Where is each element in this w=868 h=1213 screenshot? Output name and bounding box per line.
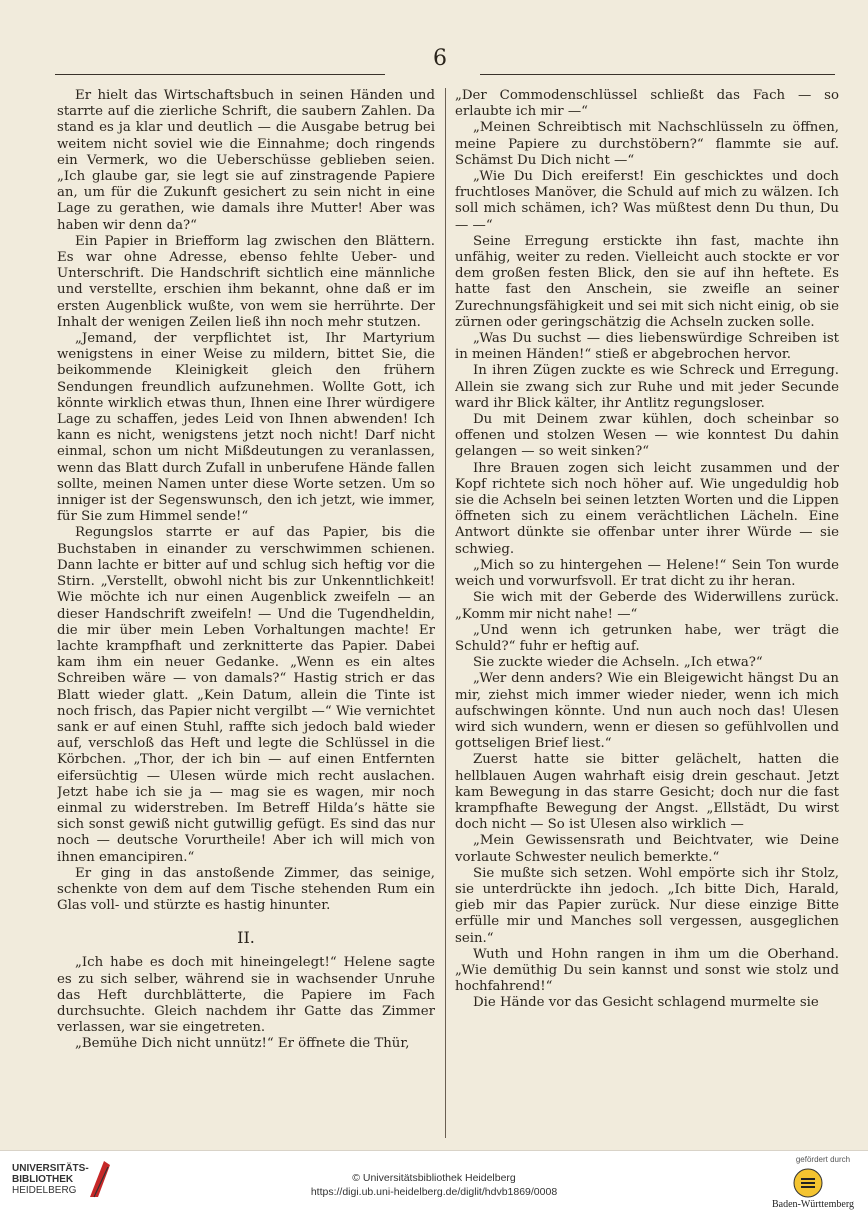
paragraph: Ihre Brauen zogen sich leicht zusammen und der Kopf richtete sich noch höher auf. Wie ungeduldig hob sie die Achseln bei seinen letzten Worten und die Lippen öffneten sich zu einem verächtlichen Lächeln. Eine Antwort dünkte sie offenbar unter ihrer Würde — sie schwieg. <box>455 460 839 557</box>
paragraph: Sie mußte sich setzen. Wohl empörte sich ihr Stolz, sie unterdrückte ihn jedoch. „Ich bitte Dich, Harald, gieb mir das Papier zurück. Nur diese einzige Bitte erfülle mir und Manches soll vergessen, ausgeglichen sein.“ <box>455 865 839 946</box>
permalink-url[interactable]: https://digi.ub.uni-heidelberg.de/diglit/hdvb1869/0008 <box>310 1186 558 1198</box>
paragraph: Du mit Deinem zwar kühlen, doch scheinbar so offenen und stolzen Wesen — wie konntest Du dahin gelangen — so weit sinken?“ <box>455 412 839 460</box>
paragraph: Regungslos starrte er auf das Papier, bis die Buchstaben in einander zu verschwimmen schienen. Dann lachte er bitter auf und schlug sich heftig vor die Stirn. „Verstellt, obwohl nicht bis zur Unkenntlichkeit! Wie möchte ich nur einen Augenblick zweifeln — an dieser Handschrift zweifeln! — Und die Tugendheldin, die mir über mein Leben Vorhaltungen machte! Er lachte krampfhaft und zerknitterte das Papier. Dabei kam ihm ein neuer Gedanke. „Wenn es ein altes Schreiben wäre — von damals?“ Hastig strich er das Blatt wieder glatt. „Kein Datum, allein die Tinte ist noch frisch, das Papier nicht vergilbt —“ Wie vernichtet sank er auf einen Stuhl, raffte sich jedoch bald wieder auf, verschloß das Heft und legte die Schlüssel in die Körbchen. „Thor, der ich bin — auf einen Entfernten eifersüchtig — Ulesen würde mich recht auslachen. Jetzt habe ich sie ja — mag sie es wagen, mir noch einmal zu widerstreben. Im Betreff Hilda’s hätte sie sich sonst gewiß nicht gutwillig gefügt. Es sind das nur noch — deutsche Vorurtheile! Aber ich will mich von ihnen emancipiren.“ <box>57 525 435 865</box>
paragraph: „Wie Du Dich ereiferst! Ein geschicktes und doch fruchtloses Manöver, die Schuld auf mich zu wälzen. Ich soll mich schämen, ich? Was müßtest denn Du thun, Du — —“ <box>455 169 839 233</box>
paragraph: Ein Papier in Briefform lag zwischen den Blättern. Es war ohne Adresse, ebenso fehlte Ueber- und Unterschrift. Die Handschrift sichtlich eine männliche und verstellte, erschien ihm bekannt, ohne daß er im ersten Augenblick wußte, von wem sie herrührte. Der Inhalt der wenigen Zeilen ließ ihn noch mehr stutzen. <box>57 233 435 330</box>
paragraph: „Wer denn anders? Wie ein Bleigewicht hängst Du an mir, ziehst mich immer wieder nieder, wenn ich mich aufschwingen könnte. Und nun auch noch das! Ulesen wird sich wundern, wenn er diesen so gefühlvollen und gottseligen Brief liest.“ <box>455 671 839 752</box>
baden-wuerttemberg-crest-icon <box>792 1167 824 1199</box>
section-heading: II. <box>237 928 255 948</box>
right-text-column <box>455 88 839 1143</box>
library-logo[interactable] <box>12 1163 89 1196</box>
left-text-column <box>57 88 435 1143</box>
header-rule-left <box>55 74 385 75</box>
library-emblem-icon <box>86 1157 114 1201</box>
paragraph: Die Hände vor das Gesicht schlagend murmelte sie <box>473 995 819 1011</box>
paragraph: „Bemühe Dich nicht unnütz!“ Er öffnete die Thür, <box>75 1036 410 1052</box>
paragraph: „Was Du suchst — dies liebenswürdige Schreiben ist in meinen Händen!“ stieß er abgebrochen hervor. <box>455 331 839 363</box>
copyright-text: © Universitätsbibliothek Heidelberg <box>352 1172 516 1184</box>
paragraph: „Der Commodenschlüssel schließt das Fach — so erlaubte ich mir —“ <box>455 88 839 120</box>
paragraph: Er ging in das anstoßende Zimmer, das seinige, schenkte von dem auf dem Tische stehenden Rum ein Glas voll- und stürzte es hastig hinunter. <box>57 865 435 914</box>
paragraph: „Mich so zu hintergehen — Helene!“ Sein Ton wurde weich und vorwurfsvoll. Er trat dicht zu ihr heran. <box>455 557 839 590</box>
copyright-notice <box>250 1171 618 1199</box>
page-number: 6 <box>433 46 447 71</box>
paragraph: „Meinen Schreibtisch mit Nachschlüsseln zu öffnen, meine Papiere zu durchstöbern?“ flammte sie auf. Schämst Du Dich nicht —“ <box>455 120 839 168</box>
column-separator <box>445 88 446 1138</box>
library-name-line2: BIBLIOTHEK <box>12 1174 74 1185</box>
paragraph: Sie wich mit der Geberde des Widerwillens zurück. „Komm mir nicht nahe! —“ <box>455 590 839 622</box>
paragraph: „Mein Gewissensrath und Beichtvater, wie Deine vorlaute Schwester neulich bemerkte.“ <box>455 833 839 865</box>
paragraph: Sie zuckte wieder die Achseln. „Ich etwa?“ <box>473 655 763 671</box>
paragraph: „Jemand, der verpflichtet ist, Ihr Martyrium wenigstens in einer Weise zu mildern, bittet Sie, die beikommende Kleinigkeit gleich den frühern Sendungen freundlich aufzunehmen. Wollte Gott, ich könnte wirklich etwas thun, Ihnen eine Ihrer würdigere Lage zu schaffen, jedes Leid von Ihnen abwenden! Ich kann es nicht, wenigstens jetzt noch nicht! Darf nicht einmal, schon um nicht Mißdeutungen zu veranlassen, wenn das Blatt durch Zufall in unberufene Hände fallen sollte, meinen Namen unter diese Worte setzen. Um so inniger ist der Segenswunsch, den ich jetzt, wie immer, für Sie zum Himmel sende!“ <box>57 331 435 525</box>
header-rule-right <box>480 74 835 75</box>
paragraph: Zuerst hatte sie bitter gelächelt, hatten die hellblauen Augen wahrhaft eisig drein geschaut. Jetzt kam Bewegung in das starre Gesicht; doch nur die fast krampfhafte Bewegung der Angst. „Ellstädt, Du wirst doch nicht — So ist Ulesen also wirklich — <box>455 752 839 833</box>
viewer-footer <box>0 1150 868 1213</box>
paragraph: Er hielt das Wirtschaftsbuch in seinen Händen und starrte auf die zierliche Schrift, die saubern Zahlen. Da stand es ja klar und deutlich — die Ausgabe betrug bei weitem nicht soviel wie die Einnahme; doch ringends ein Vermerk, wo die Ueberschüsse geblieben seien. „Ich glaube gar, sie legt sie auf zinstragende Papiere an, um für die Zukunft gesichert zu sein nicht in eine Lage zu gerathen, wie damals ihre Mutter! Aber was haben wir denn da?“ <box>57 88 435 233</box>
paragraph: Seine Erregung erstickte ihn fast, machte ihn unfähig, weiter zu reden. Vielleicht auch stockte er vor dem großen festen Blick, den sie auf ihn heftete. Es hatte fast den Anschein, sie zweifle an seiner Zurechnungsfähigkeit und sei mit sich nicht einig, ob sie zürnen oder geringschätzig die Achseln zucken solle. <box>455 233 839 330</box>
paragraph: „Ich habe es doch mit hineingelegt!“ Helene sagte es zu sich selber, während sie in wachsender Unruhe das Heft durchblätterte, die Papiere im Fach durchsuchte. Gleich nachdem ihr Gatte das Zimmer verlassen, war sie eingetreten. <box>57 955 435 1036</box>
paragraph: Wuth und Hohn rangen in ihm um die Oberhand. „Wie demüthig Du sein kannst und sonst wie stolz und hochfahrend!“ <box>455 946 839 995</box>
library-name-line3: HEIDELBERG <box>12 1185 77 1196</box>
paragraph: In ihren Zügen zuckte es wie Schreck und Erregung. Allein sie zwang sich zur Ruhe und mit jeder Secunde ward ihr Blick kälter, ihr Antlitz regungsloser. <box>455 363 839 411</box>
paragraph: „Und wenn ich getrunken habe, wer trägt die Schuld?“ fuhr er heftig auf. <box>455 622 839 654</box>
sponsor-label: gefördert durch <box>795 1155 851 1164</box>
sponsor-name[interactable]: Baden-Württemberg <box>771 1199 854 1210</box>
library-name-line1: UNIVERSITÄTS- <box>12 1163 89 1174</box>
